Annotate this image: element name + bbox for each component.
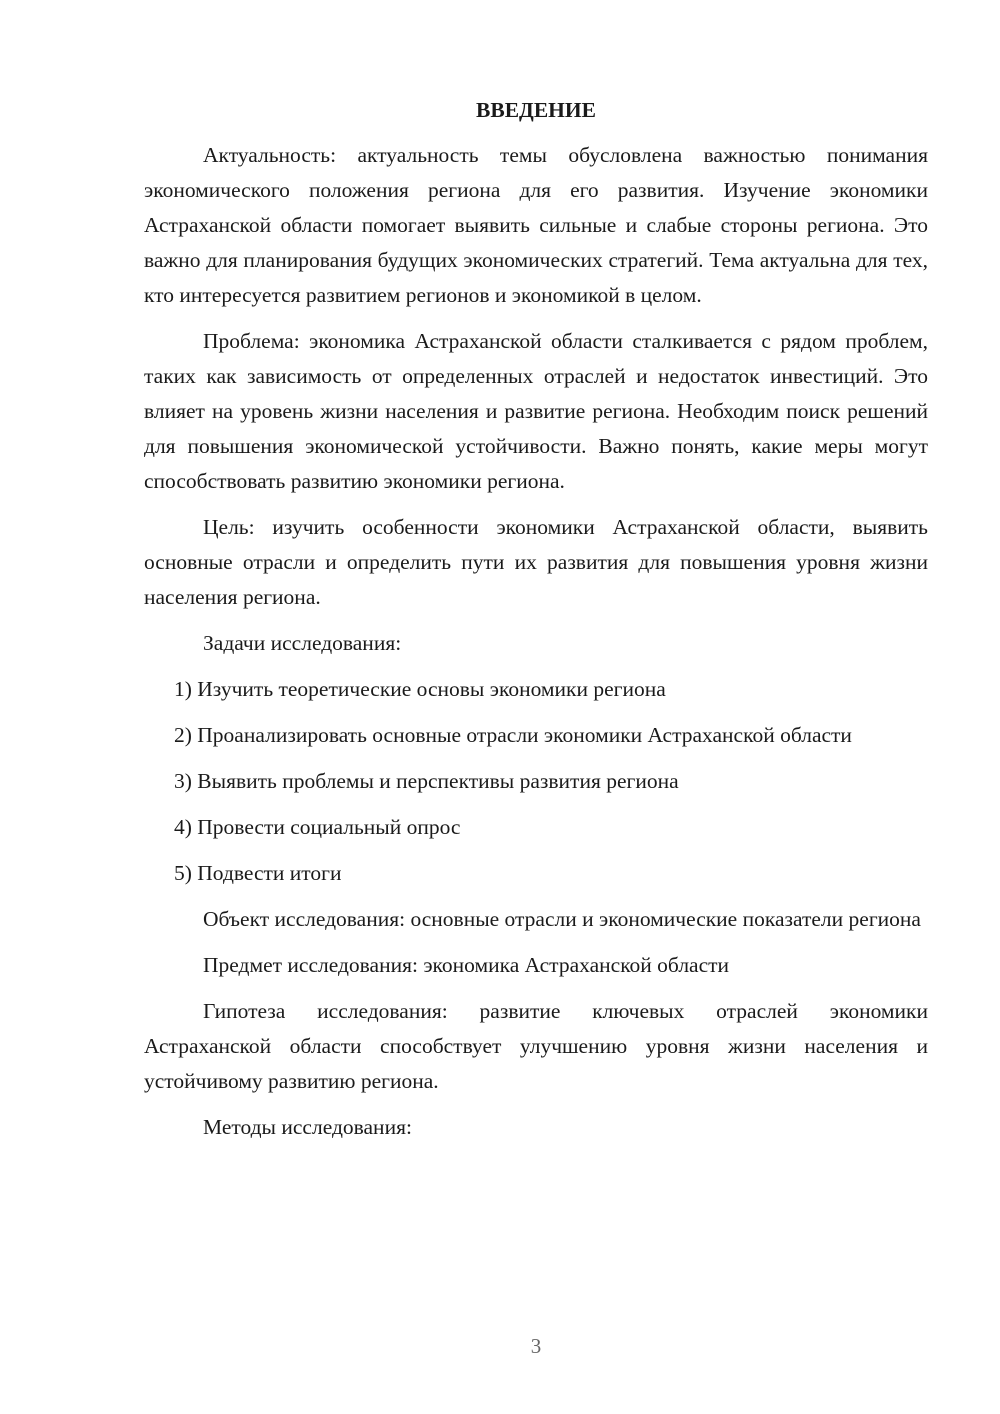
methods-heading: Методы исследования: — [203, 1115, 412, 1139]
tasks-heading: Задачи исследования: — [203, 631, 402, 655]
task-item: 3) Выявить проблемы и перспективы развития региона — [174, 769, 679, 793]
task-item: 1) Изучить теоретические основы экономики региона — [174, 677, 666, 701]
subject-paragraph: Предмет исследования: экономика Астраханской области — [203, 953, 730, 977]
object-paragraph: Объект исследования: основные отрасли и экономические показатели региона — [203, 907, 921, 931]
relevance-paragraph: Актуальность: актуальность темы обусловлена важностью понимания экономического положения региона для его развития. Изучение экономики Астраханской области помогает выявить сильные и слабые стороны региона. Это важно для планирования будущих экономических стратегий. Тема актуальна для тех, кто интересуется развитием регионов и экономикой в целом. — [144, 143, 928, 307]
problem-paragraph: Проблема: экономика Астраханской области сталкивается с рядом проблем, таких как зависимость от определенных отраслей и недостаток инвестиций. Это влияет на уровень жизни населения и развитие региона. Необходим поиск решений для повышения экономической устойчивости. Важно понять, какие меры могут способствовать развитию экономики региона. — [144, 329, 928, 493]
task-item: 5) Подвести итоги — [174, 861, 342, 885]
hypothesis-paragraph: Гипотеза исследования: развитие ключевых отраслей экономики Астраханской области способствует улучшению уровня жизни населения и устойчивому развитию региона. — [144, 999, 928, 1093]
section-title: ВВЕДЕНИЕ — [476, 98, 596, 122]
page-body — [144, 96, 928, 1156]
page-number: 3 — [530, 1334, 542, 1358]
task-item: 2) Проанализировать основные отрасли экономики Астраханской области — [174, 723, 852, 747]
goal-paragraph: Цель: изучить особенности экономики Астраханской области, выявить основные отрасли и определить пути их развития для повышения уровня жизни населения региона. — [144, 515, 928, 609]
task-item: 4) Провести социальный опрос — [174, 815, 461, 839]
